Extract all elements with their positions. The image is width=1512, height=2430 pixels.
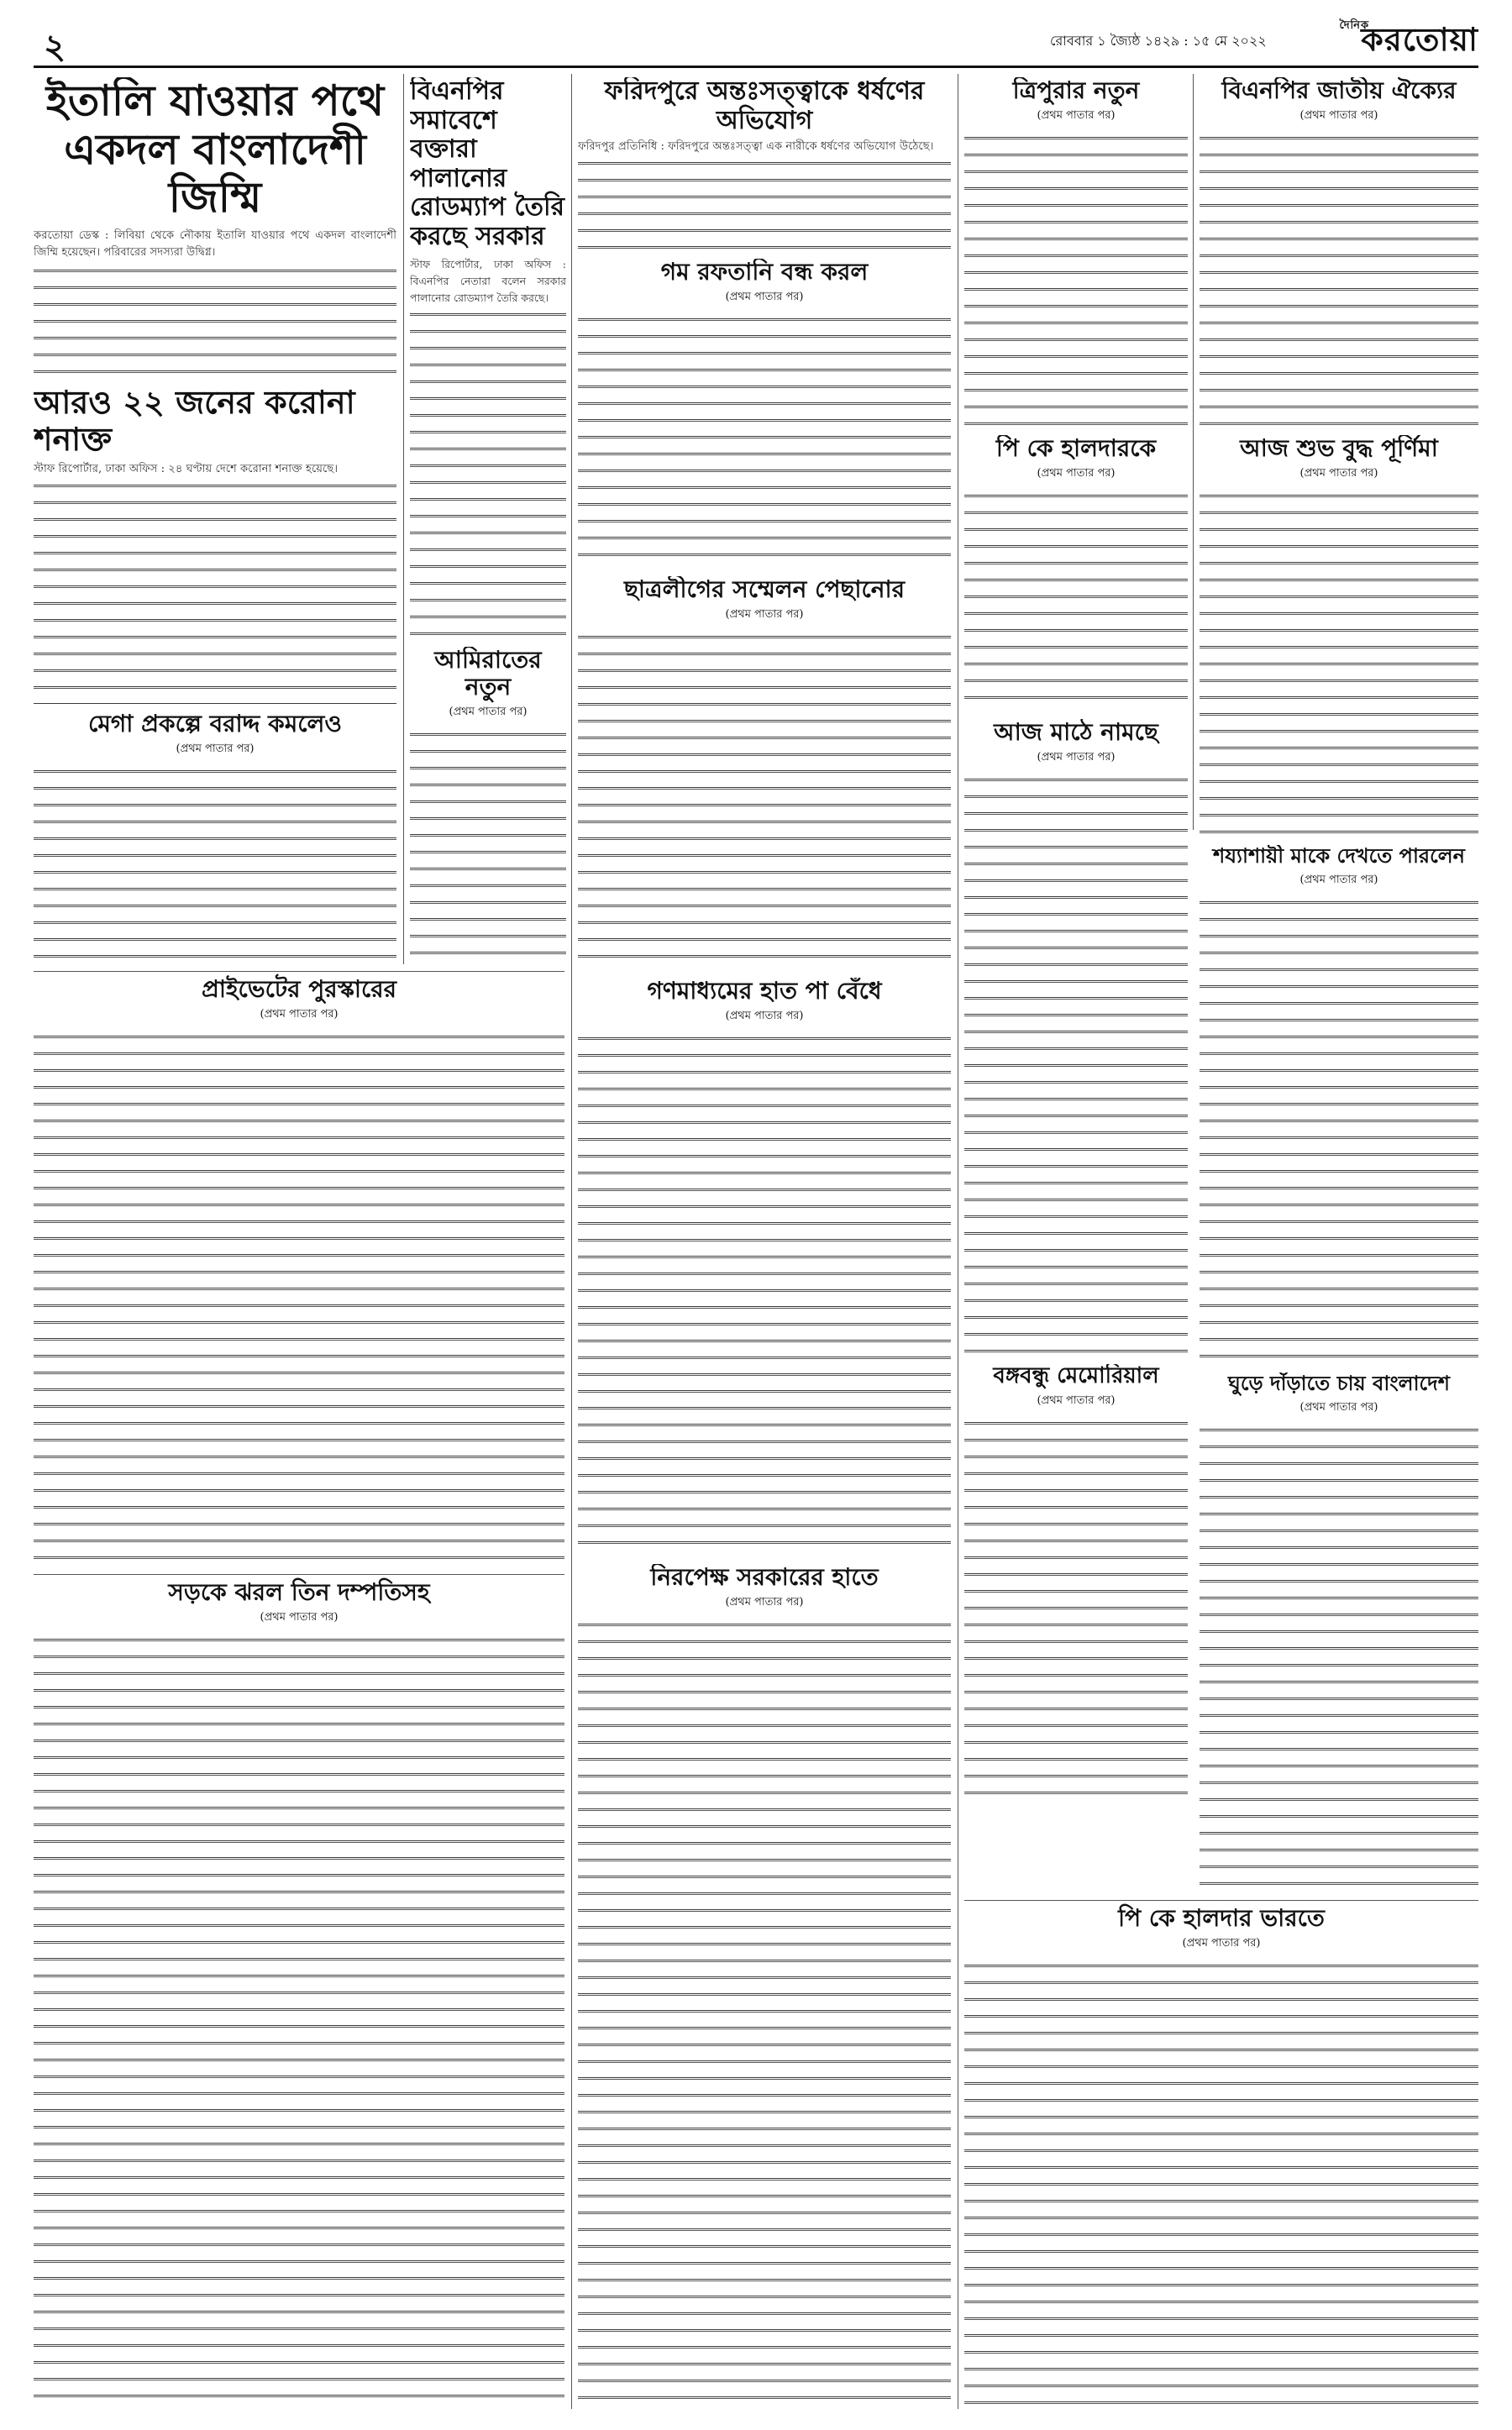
continuation-note: (প্রথম পাতার পর) [1299, 467, 1378, 480]
article-faridpur [578, 77, 951, 254]
article-body [964, 488, 1188, 712]
dateline: রোববার ১ জ্যৈষ্ঠ ১৪২৯ : ১৫ মে ২০২২ [1050, 33, 1267, 49]
continuation-note: (প্রথম পাতার পর) [1037, 109, 1116, 123]
masthead [34, 15, 1478, 68]
headline: পি কে হালদার ভারতে [1118, 1904, 1325, 1932]
headline: বঙ্গবন্ধু মেমোরিয়াল [993, 1364, 1159, 1388]
article-neutral [578, 1564, 951, 2409]
headline: আজ মাঠে নামছে [994, 719, 1158, 746]
article-body [1200, 488, 1478, 838]
article-body [34, 1632, 564, 2405]
article-body [34, 1029, 564, 1567]
headline: নিরপেক্ষ সরকারের হাতে [650, 1564, 879, 1591]
article-lead: স্টাফ রিপোর্টার, ঢাকা অফিস : বিএনপির নেতারা বলেন সরকার পালানোর রোডম্যাপ তৈরি করছে। [410, 258, 566, 304]
paper-logo [1339, 15, 1478, 69]
article-lead: করতোয়া ডেস্ক : লিবিয়া থেকে নৌকায় ইতালি যাওয়ার পথে একদল বাংলাদেশী জিম্মি হয়েছেন। পরিবারের সদস্যরা উদ্বিগ্ন। [34, 228, 396, 259]
article-body [578, 312, 951, 569]
article-body [964, 772, 1188, 1357]
headline: গণমাধ্যমের হাত পা বেঁধে [647, 978, 882, 1005]
article-student [578, 576, 951, 971]
paper-name: করতোয়া [1361, 20, 1478, 58]
article-mother [1200, 845, 1478, 1366]
headline: ঘুড়ে দাঁড়াতে চায় বাংলাদেশ [1228, 1372, 1450, 1395]
article-lead: ফরিদপুর প্রতিনিধি : ফরিদপুরে অন্তঃসত্ত্বা এক নারীকে ধর্ষণের অভিযোগ উঠেছে। [578, 140, 934, 153]
article-body [34, 263, 396, 381]
headline: বিএনপির জাতীয় ঐক্যের [1221, 77, 1457, 104]
continuation-note: (প্রথম পাতার পর) [176, 743, 255, 756]
article-pk-haldar-1 [964, 435, 1188, 712]
continuation-note: (প্রথম পাতার পর) [1299, 109, 1378, 123]
article-tripura [964, 77, 1188, 430]
headline: মেগা প্রকল্পে বরাদ্দ কমলেও [87, 711, 343, 737]
continuation-note: (প্রথম পাতার পর) [725, 608, 804, 622]
continuation-note: (প্রথম পাতার পর) [260, 1611, 339, 1624]
article-primary [34, 971, 564, 1567]
column-rule [403, 74, 404, 964]
continuation-note: (প্রথম পাতার পর) [1299, 1400, 1378, 1414]
newspaper-page [34, 15, 1478, 2414]
article-body [34, 478, 396, 704]
headline: সড়কে ঝরল তিন দম্পতিসহ [168, 1578, 430, 1606]
article-body [964, 1958, 1478, 2409]
continuation-note: (প্রথম পাতার পর) [449, 706, 528, 719]
continuation-note: (প্রথম পাতার পর) [260, 1008, 339, 1021]
article-body [964, 130, 1188, 430]
headline: গম রফতানি বন্ধ করল [660, 259, 869, 286]
article-cricket [1200, 1372, 1478, 1893]
headline: ত্রিপুরার নতুন [1012, 77, 1140, 104]
column-rule [1193, 74, 1194, 830]
article-buddha [1200, 435, 1478, 838]
article-body [1200, 895, 1478, 1366]
article-body [410, 307, 566, 640]
article-body [578, 629, 951, 971]
continuation-note: (প্রথম পাতার পর) [1037, 467, 1116, 480]
continuation-note: (প্রথম পাতার পর) [1182, 1937, 1261, 1950]
headline: আরও ২২ জনের করোনা শনাক্ত [34, 385, 355, 458]
continuation-note: (প্রথম পাতার পর) [1037, 751, 1116, 764]
article-wheat [578, 259, 951, 569]
article-body [578, 155, 951, 254]
article-mega [34, 711, 396, 963]
article-bnp-unity [1200, 77, 1478, 430]
article-accident [34, 1574, 564, 2409]
article-body [578, 1031, 951, 1557]
headline: ফরিদপুরে অন্তঃসত্ত্বাকে ধর্ষণের অভিযোগ [604, 77, 925, 135]
paper-tag: দৈনিক [1339, 19, 1370, 32]
article-body [578, 1617, 951, 2409]
article-amirat [410, 647, 566, 963]
article-body [34, 764, 396, 963]
page-number: ২ [44, 27, 66, 66]
continuation-note: (প্রথম পাতার পর) [1037, 1393, 1116, 1407]
article-italy [34, 77, 396, 380]
article-corona [34, 385, 396, 704]
continuation-note: (প্রথম পাতার পর) [725, 291, 804, 304]
continuation-note: (প্রথম পাতার পর) [1299, 873, 1378, 886]
article-body [1200, 1422, 1478, 1893]
headline: বিএনপির সমাবেশে বক্তারা পালানোর রোডম্যাপ তৈরি করছে সরকার [410, 77, 565, 251]
headline: প্রাইভেটের পুরস্কারের [201, 975, 397, 1003]
article-body [410, 727, 566, 963]
section-rule [964, 1900, 1478, 1901]
article-bangabandhu [964, 1364, 1188, 1801]
article-pk-haldar-2 [964, 1900, 1478, 2409]
headline: আমিরাতের নতুন [434, 647, 542, 701]
section-rule [34, 1574, 564, 1575]
headline: পি কে হালদারকে [995, 435, 1157, 462]
section-rule [34, 971, 564, 972]
headline: শয্যাশায়ী মাকে দেখতে পারলেন [1213, 845, 1465, 868]
article-media [578, 978, 951, 1557]
article-lead: স্টাফ রিপোর্টার, ঢাকা অফিস : ২৪ ঘণ্টায় দেশে করোনা শনাক্ত হয়েছে। [34, 463, 339, 476]
article-bnp-rally [410, 77, 566, 640]
article-maath [964, 719, 1188, 1357]
continuation-note: (প্রথম পাতার পর) [725, 1596, 804, 1609]
headline: ইতালি যাওয়ার পথে একদল বাংলাদেশী জিম্মি [45, 77, 385, 222]
column-rule [571, 74, 572, 964]
article-body [964, 1415, 1188, 1801]
headline: আজ শুভ বুদ্ধ পূর্ণিমা [1240, 435, 1438, 462]
headline: ছাত্রলীগের সম্মেলন পেছানোর [623, 576, 906, 603]
column-rule [571, 964, 572, 2409]
continuation-note: (প্রথম পাতার পর) [725, 1010, 804, 1023]
article-body [1200, 130, 1478, 430]
